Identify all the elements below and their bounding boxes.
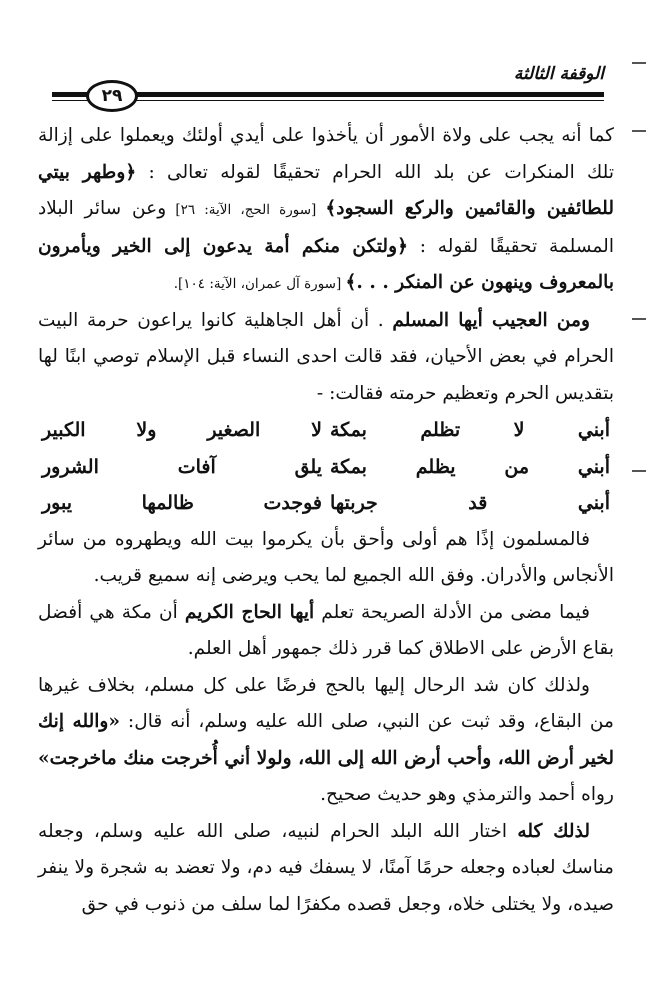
paragraph (38, 595, 614, 668)
text-run: ولذلك كان شد الرحال إليها بالحج فرضًا على كل مسلم، بخلاف غيرها من البقاع، وقد ثبت عن النبي، صلى الله عليه وسلم، أنه قال: (38, 674, 614, 732)
paragraph (38, 522, 614, 595)
verse-hemistich: أبني قد جربتها (330, 492, 610, 514)
paragraph (38, 668, 614, 814)
text-run: . أن أهل الجاهلية كانوا يراعون حرمة البيت الحرام في بعض الأحيان، فقد قالت احدى النساء قبل الإسلام توصي ابنًا لها بتقديس الحرم وتعظيم حرمته فقالت: - (38, 309, 614, 404)
verse-reference: [سورة الحج، الآية: ٢٦] (166, 202, 326, 218)
margin-mark (632, 318, 646, 320)
poem-verse (38, 485, 614, 522)
page-number: ٢٩ (86, 80, 138, 112)
emphasis-text: أيها الحاج الكريم (184, 601, 315, 623)
text-run: فالمسلمون إذًا هم أولى وأحق بأن يكرموا بيت الله ويطهروه من سائر الأنجاس والأدران. وفق الله الجميع لما يحب ويرضى إنه سميع قريب. (38, 528, 614, 586)
verse-hemistich: أبني لا تظلم بمكة (330, 419, 610, 441)
section-title: الوقفة الثالثة (508, 64, 604, 84)
paragraph (38, 814, 614, 924)
hadith-quote: «والله إنك لخير أرض الله، وأحب أرض الله إلى الله، ولولا أني أُخرجت منك ماخرجت» (38, 711, 614, 769)
text-run: رواه أحمد والترمذي وهو حديث صحيح. (320, 784, 614, 805)
verse-hemistich: أبني من يظلم بمكة (330, 455, 610, 478)
verse-hemistich: يلق آفات الشرور (42, 455, 322, 478)
quran-verse: ﴿وطهر بيتي للطائفين والقائمين والركع السجود﴾ (38, 161, 614, 219)
text-run: وعن سائر البلاد المسلمة تحقيقًا لقوله : (38, 198, 614, 257)
emphasis-text: ومن العجيب أيها المسلم (392, 309, 590, 331)
text-run: كما أنه يجب على ولاة الأمور أن يأخذوا على أيدي أولئك ويعملوا على إزالة تلك المنكرات عن بلد الله الحرام تحقيقًا لقوله تعالى : (38, 125, 615, 183)
verse-hemistich: لا الصغير ولا الكبير (42, 419, 322, 441)
text-run: فيما مضى من الأدلة الصريحة تعلم (314, 601, 590, 623)
margin-mark (632, 62, 646, 64)
verse-reference: [سورة آل عمران، الآية: ١٠٤]. (173, 276, 346, 292)
poem-verse (38, 449, 614, 486)
text-run: أن مكة هي أفضل بقاع الأرض على الاطلاق كما قرر ذلك جمهور أهل العلم. (38, 601, 614, 659)
margin-mark (632, 130, 646, 132)
margin-mark (632, 470, 646, 472)
paragraph (38, 118, 614, 303)
poem-verse (38, 412, 614, 449)
text-run: اختار الله البلد الحرام لنبيه، صلى الله عليه وسلم، وجعله مناسك لعباده وجعله حرمًا آمنًا، لا يسفك فيه دم، ولا تعضد به شجرة ولا ينفر صيده، ولا يختلى خلاه، وجعل قصده مكفرًا لما سلف من ذنوب في حق (38, 820, 614, 915)
page-header (52, 64, 604, 108)
verse-hemistich: فوجدت ظالمها يبور (42, 492, 322, 514)
quran-verse: ﴿ولتكن منكم أمة يدعون إلى الخير ويأمرون بالمعروف وينهون عن المنكر . . .﴾ (38, 235, 614, 293)
body-text (38, 118, 614, 923)
paragraph (38, 303, 614, 413)
emphasis-text: لذلك كله (517, 820, 590, 842)
